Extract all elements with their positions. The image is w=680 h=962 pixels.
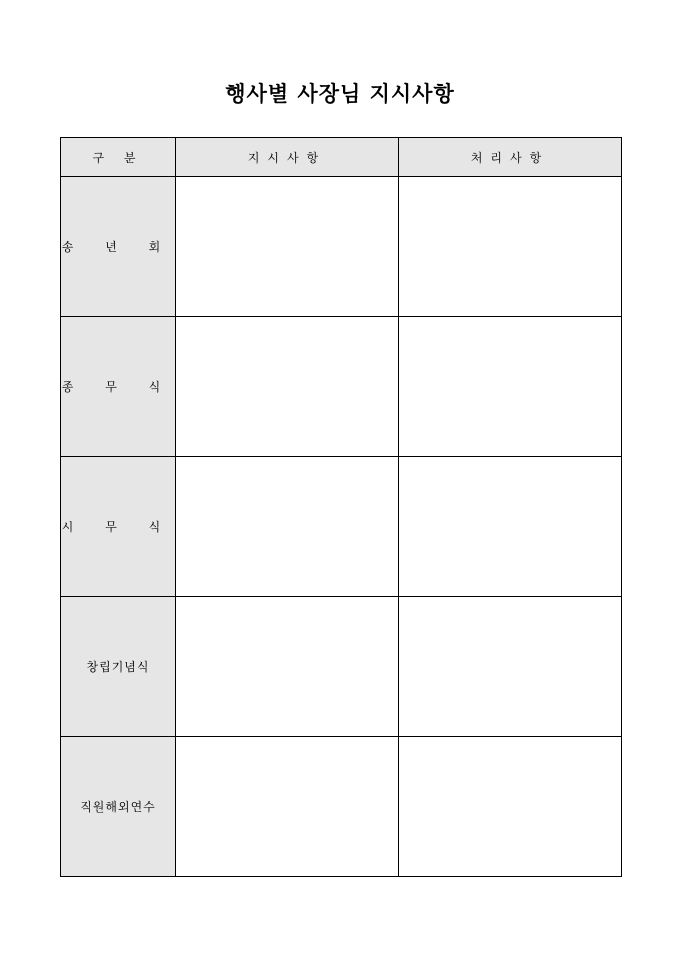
instruction-cell[interactable]: [176, 457, 399, 597]
row-category-closing-ceremony: 종 무 식: [61, 317, 176, 457]
header-instruction: 지시사항: [176, 138, 399, 177]
document-title: 행사별 사장님 지시사항: [225, 81, 455, 106]
table-row: [61, 737, 622, 877]
row-category-overseas-training: 직원해외연수: [61, 737, 176, 877]
instruction-cell[interactable]: [176, 737, 399, 877]
processing-cell[interactable]: [399, 737, 622, 877]
processing-cell[interactable]: [399, 457, 622, 597]
processing-cell[interactable]: [399, 597, 622, 737]
table-header-row: [61, 138, 622, 177]
table-row: [61, 457, 622, 597]
instruction-table: [60, 137, 622, 877]
header-processing: 처리사항: [399, 138, 622, 177]
header-category: 구 분: [61, 138, 176, 177]
table-row: [61, 597, 622, 737]
row-category-founding-anniversary: 창립기념식: [61, 597, 176, 737]
instruction-cell[interactable]: [176, 177, 399, 317]
instruction-cell[interactable]: [176, 317, 399, 457]
table-row: [61, 177, 622, 317]
row-category-opening-ceremony: 시 무 식: [61, 457, 176, 597]
processing-cell[interactable]: [399, 177, 622, 317]
table-row: [61, 317, 622, 457]
instruction-cell[interactable]: [176, 597, 399, 737]
row-category-year-end-party: 송 년 회: [61, 177, 176, 317]
processing-cell[interactable]: [399, 317, 622, 457]
